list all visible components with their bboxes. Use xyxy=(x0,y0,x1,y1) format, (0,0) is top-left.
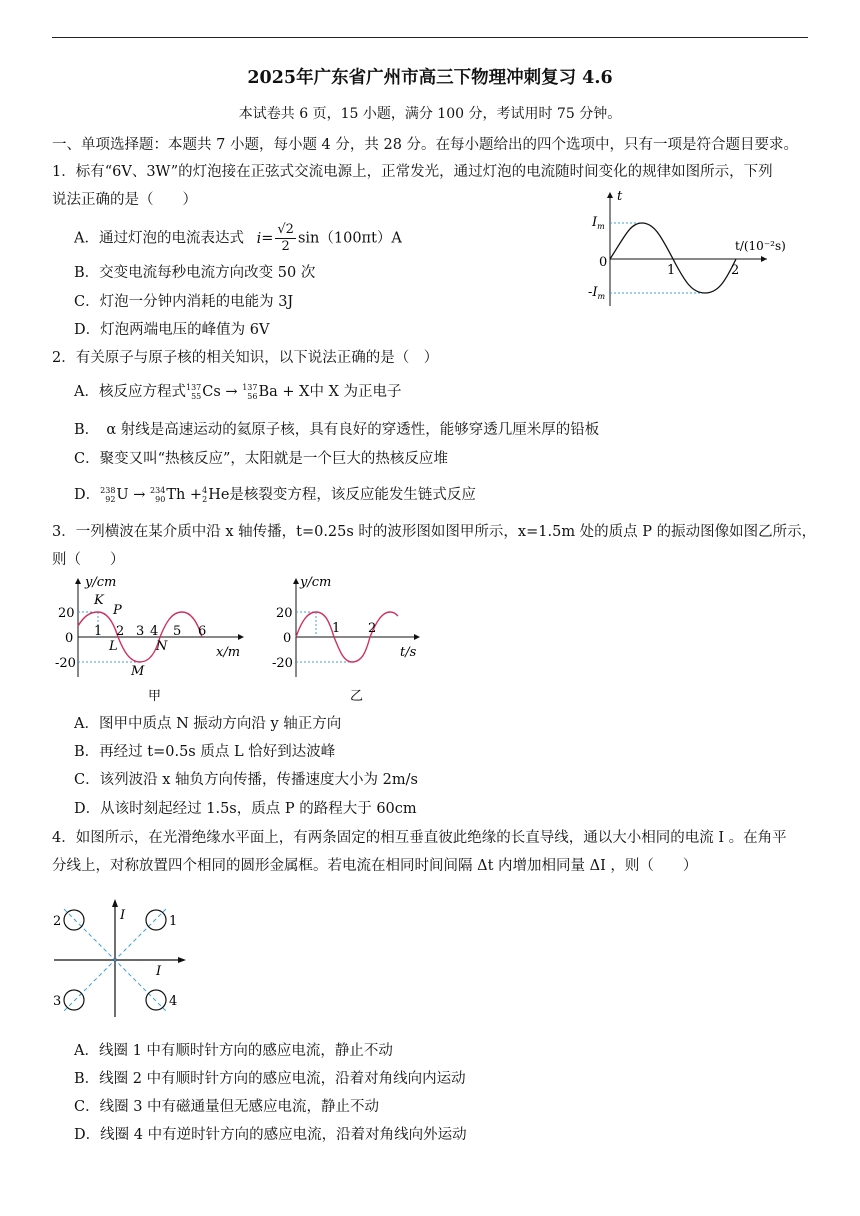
svg-text:0: 0 xyxy=(65,631,74,646)
svg-text:3: 3 xyxy=(53,994,62,1009)
q4-option-b: B．线圈 2 中有顺时针方向的感应电流，沿着对角线向内运动 xyxy=(74,1071,466,1087)
graph-x-label: t/(10⁻²s) xyxy=(735,239,786,253)
q1-option-c: C．灯泡一分钟内消耗的电能为 3J xyxy=(74,294,294,310)
svg-text:0: 0 xyxy=(283,631,292,646)
q2-option-c: C．聚变又叫“热核反应”，太阳就是一个巨大的热核反应堆 xyxy=(74,451,448,467)
q2-option-b: B． α 射线是高速运动的氦原子核，具有良好的穿透性，能够穿透几厘米厚的铅板 xyxy=(74,422,600,438)
svg-text:20: 20 xyxy=(276,606,293,621)
fraction-denominator: 2 xyxy=(281,239,290,254)
q4-stem-line2: 分线上，对称放置四个相同的圆形金属框。若电流在相同时间间隔 Δt 内增加相同量 ΔI ，则（ ） xyxy=(52,858,698,874)
q4-option-a: A．线圈 1 中有顺时针方向的感应电流，静止不动 xyxy=(74,1043,393,1059)
q3-option-b: B．再经过 t=0.5s 质点 L 恰好到达波峰 xyxy=(74,744,336,760)
q4-stem-line1: 4．如图所示，在光滑绝缘水平面上，有两条固定的相互垂直彼此绝缘的长直导线，通以大小相同的电流 I 。在角平 xyxy=(52,830,787,846)
svg-text:N: N xyxy=(156,639,168,654)
svg-text:5: 5 xyxy=(173,624,182,639)
q4-option-c: C．线圈 3 中有磁通量但无感应电流，静止不动 xyxy=(74,1099,380,1115)
graph-tick-2: 2 xyxy=(731,263,740,278)
exam-info: 本试卷共 6 页，15 小题，满分 100 分，考试用时 75 分钟。 xyxy=(238,106,622,122)
svg-text:K: K xyxy=(94,593,104,608)
q1-option-a-fraction xyxy=(275,222,296,255)
q1-option-a-var: i xyxy=(256,230,262,247)
header-rule xyxy=(52,37,808,38)
q2-option-a: A．核反应方程式 137 55 Cs → 137 56 Ba + X中 X 为正电子 xyxy=(74,383,402,401)
svg-text:20: 20 xyxy=(58,606,75,621)
svg-text:-20: -20 xyxy=(55,656,76,671)
fraction-numerator: √2 xyxy=(277,222,294,237)
nuclide-ba-numbers: 137 56 xyxy=(242,383,258,401)
q2-stem: 2．有关原子与原子核的相关知识，以下说法正确的是（ ） xyxy=(52,350,439,366)
q1-option-d: D．灯泡两端电压的峰值为 6V xyxy=(74,322,270,338)
svg-text:t/s: t/s xyxy=(400,645,417,660)
graph-origin: 0 xyxy=(599,255,608,270)
svg-text:2: 2 xyxy=(53,914,62,929)
graph-y-label: t xyxy=(617,189,623,204)
svg-text:乙: 乙 xyxy=(350,689,364,704)
graph-tick-1: 1 xyxy=(667,263,676,278)
q4-wire-coil-figure xyxy=(52,895,192,1025)
q4-option-d: D．线圈 4 中有逆时针方向的感应电流，沿着对角线向外运动 xyxy=(74,1127,467,1143)
nuclide-u-numbers: 238 92 xyxy=(100,486,116,504)
svg-text:1: 1 xyxy=(169,914,178,929)
svg-text:1: 1 xyxy=(332,621,341,636)
svg-text:-20: -20 xyxy=(272,656,293,671)
svg-text:I: I xyxy=(156,964,162,979)
q1-option-a-tail: sin（100πt）A xyxy=(297,230,402,247)
q1-option-a xyxy=(74,222,402,255)
svg-text:3: 3 xyxy=(136,624,145,639)
svg-text:6: 6 xyxy=(198,624,207,639)
q3-option-a: A．图甲中质点 N 振动方向沿 y 轴正方向 xyxy=(74,716,342,732)
q3-vibration-graph-yi xyxy=(268,572,428,707)
q1-option-a-text: A．通过灯泡的电流表达式 xyxy=(74,230,244,247)
q1-current-graph xyxy=(585,186,785,311)
svg-text:4: 4 xyxy=(169,994,178,1009)
nuclide-he-numbers: 4 2 xyxy=(202,486,208,504)
svg-text:甲: 甲 xyxy=(148,689,162,704)
graph-im-label: $I_m$ xyxy=(592,215,605,231)
q2-option-d: D． 238 92 U → 234 90 Th + 4 2 He是核裂变方程，该反应能发生链式反应 xyxy=(74,486,476,504)
q3-wave-graph-jia xyxy=(52,572,252,707)
svg-text:4: 4 xyxy=(150,624,159,639)
q3-option-c: C．该列波沿 x 轴负方向传播，传播速度大小为 2m/s xyxy=(74,772,418,788)
q1-option-a-eq: = xyxy=(261,230,274,247)
graph-neg-im-label: $-I_m$ xyxy=(588,285,606,301)
svg-text:P: P xyxy=(113,603,122,618)
q1-stem-line2: 说法正确的是（ ） xyxy=(52,192,197,208)
q3-stem-line1: 3．一列横波在某介质中沿 x 轴传播，t=0.25s 时的波形图如图甲所示，x=1.5m 处的质点 P 的振动图像如图乙所示， xyxy=(52,524,817,540)
q1-option-b: B．交变电流每秒电流方向改变 50 次 xyxy=(74,265,316,281)
svg-text:y/cm: y/cm xyxy=(300,575,332,590)
q3-option-d: D．从该时刻起经过 1.5s，质点 P 的路程大于 60cm xyxy=(74,801,417,817)
q1-stem-line1: 1．标有“6V、3W”的灯泡接在正弦式交流电源上，正常发光，通过灯泡的电流随时间变化的规律如图所示，下列 xyxy=(52,164,773,180)
nuclide-th-numbers: 234 90 xyxy=(150,486,166,504)
svg-text:L: L xyxy=(109,639,118,654)
svg-text:2: 2 xyxy=(116,624,125,639)
svg-text:y/cm: y/cm xyxy=(85,575,117,590)
svg-text:x/m: x/m xyxy=(216,645,241,660)
svg-text:M: M xyxy=(131,664,145,679)
page-title: 2025年广东省广州市高三下物理冲刺复习 4.6 xyxy=(247,68,613,88)
nuclide-cs-numbers: 137 55 xyxy=(185,383,202,401)
svg-text:I: I xyxy=(120,908,126,923)
svg-text:2: 2 xyxy=(368,621,377,636)
section-heading: 一、单项选择题：本题共 7 小题，每小题 4 分，共 28 分。在每小题给出的四个选项中，只有一项是符合题目要求。 xyxy=(52,137,799,153)
q3-stem-line2: 则（ ） xyxy=(52,552,125,568)
svg-text:1: 1 xyxy=(94,624,103,639)
